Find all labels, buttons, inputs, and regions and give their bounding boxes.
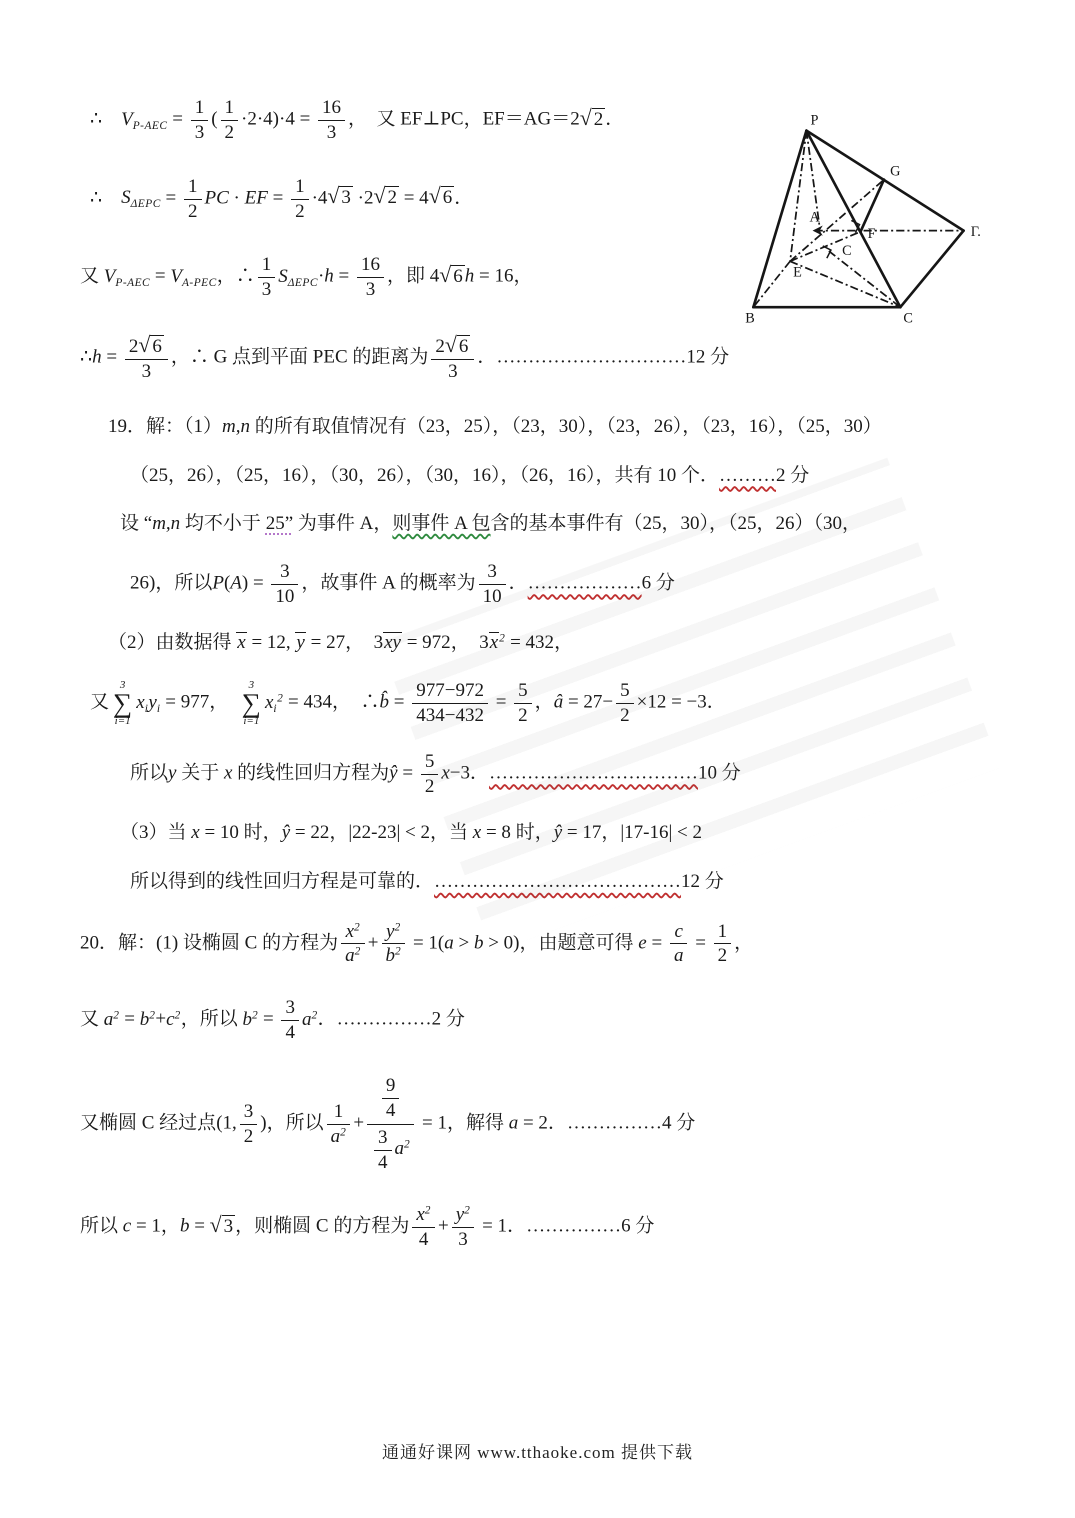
figure-label-a: A xyxy=(809,209,820,226)
figure-right-angle-marks xyxy=(813,220,860,258)
math-line: 又 3 ∑ i=1 $x_iy_i = 977$， 3 ∑ i=1 $x_i^2 = 434$， ∴b̂ = $\frac{977-972}{434-432}$ = $\frac{5}{2}$ ，â = 27− $\frac{5}{2}$ ×12 = −3． xyxy=(90,678,726,728)
solution-block-19 xyxy=(80,414,995,896)
math-line: 所以得到的线性回归方程是可靠的．…………………………………12 分 xyxy=(130,871,724,893)
figure-label-c-inner: C xyxy=(842,243,852,260)
pyramid-figure xyxy=(735,98,1035,348)
math-line: （3）当 x = 10 时，ŷ = 22，|22-23| < 2，当 x = 8 时，ŷ = 17，|17-16| < 2 xyxy=(120,822,703,844)
math-line: （25，26），（25，16），（30，26），（30，16），（26，16），共有 10 个．………2 分 xyxy=(130,464,810,486)
figure-label-g: G xyxy=(890,163,901,180)
figure-label-d: Γ. xyxy=(970,223,981,240)
figure-label-f: F xyxy=(867,225,876,242)
math-line: 又椭圆 C 经过点(1, $\frac{3}{2}$ )，所以 $\frac{1}{a^2}$ + $\frac{9}{4}$ $\frac{3}{4}$ $a^2$ = 1，解得 a = 2．……………4 分 xyxy=(80,1075,696,1173)
figure-label-p: P xyxy=(810,112,819,129)
math-line: ∴h = $\frac{2√ 6}{3}$ ，∴ G 点到平面 PEC 的距离为 $\frac{2√ 6}{3}$ ．…………………………12 分 xyxy=(80,333,730,383)
figure-label-b: B xyxy=(745,310,755,327)
footer-text: 通通好课网 www.tthaoke.com 提供下载 xyxy=(381,1443,694,1462)
math-line: ∴ $V_{P-AEC}$ = $\frac{1}{3}$ ( $\frac{1}{2}$ ·2·4)·4 = $\frac{16}{3}$ ， 又 EF⊥PC，EF＝AG＝2√ 2 ． xyxy=(90,97,625,143)
math-line: 26)，所以P(A) = $\frac{3}{10}$ ，故事件 A 的概率为 $\frac{3}{10}$ ．………………6 分 xyxy=(130,560,675,607)
math-line: 设 “m,n 均不小于 25” 为事件 A，则事件 A 包含的基本事件有（25，30），（25，26）（30， xyxy=(120,513,862,535)
math-line: 又 $a^2 = b^2+c^2$，所以 $b^2$ = $\frac{3}{4}$ $a^2$．……………2 分 xyxy=(80,997,465,1044)
math-line: 所以 c = 1，b = √ 3 ，则椭圆 C 的方程为 $\frac{x^2}{4}$ + $\frac{y^2}{3}$ = 1．……………6 分 xyxy=(80,1204,655,1251)
math-line: 19．解：（1）m,n 的所有取值情况有（23，25），（23，30），（23，26），（23，16），（25，30） xyxy=(108,416,882,438)
math-line: （2）由数据得 x = 12, y = 27， 3xy = 972， $3x^2 = 432$， xyxy=(108,632,574,654)
page-footer xyxy=(0,1438,1075,1463)
figure-label-e: E xyxy=(793,264,802,281)
math-line: 又 $V_{P-AEC} = V_{A-PEC}$，∴ $\frac{1}{3}$ $S_{\Delta EPC}\cdot h$ = $\frac{16}{3}$ ，即 4√ 6 h = 16， xyxy=(80,254,533,301)
math-line: 所以y 关于 x 的线性回归方程为ŷ = $\frac{5}{2}$ x−3．……………………………10 分 xyxy=(130,750,741,797)
figure-hidden-edges xyxy=(753,131,963,308)
figure-solid-edges xyxy=(753,131,963,308)
solution-block-20 xyxy=(80,920,995,1252)
math-line: ∴ $S_{\Delta EPC}$ = $\frac{1}{2}$ PC · EF = $\frac{1}{2}$ ·4√ 3 ·2√ 2 = 4√ 6 ． xyxy=(90,175,474,222)
figure-label-c: C xyxy=(903,310,913,327)
math-line: 20．解：(1) 设椭圆 C 的方程为 $\frac{x^2}{a^2}$ + $\frac{y^2}{b^2}$ = 1(a > b > 0)，由题意可得 e = $\frac{c}{a}$ = $\frac{1}{2}$ ， xyxy=(80,920,754,967)
